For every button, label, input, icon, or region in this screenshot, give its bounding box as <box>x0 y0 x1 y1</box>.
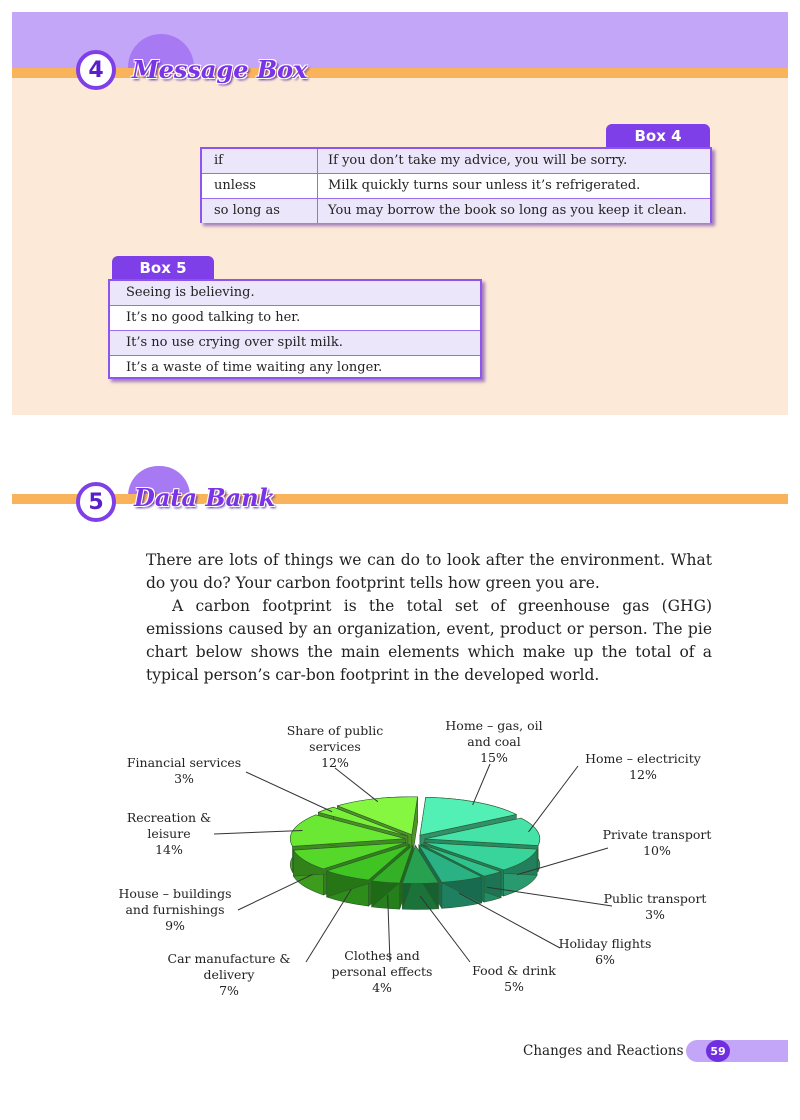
conjunction: if <box>202 149 318 173</box>
pie-slice-label <box>462 963 566 995</box>
page-number-tab <box>686 1040 788 1062</box>
pie-leader-line <box>246 772 332 812</box>
example-sentence: You may borrow the book so long as you keep it clean. <box>328 203 687 218</box>
slice-name: Food & drink <box>472 963 556 978</box>
slice-percent: 3% <box>174 771 194 786</box>
section-number-badge: 5 <box>76 482 116 522</box>
table-row <box>202 149 710 174</box>
sentence: Seeing is believing. <box>126 285 255 300</box>
section-title: Data Bank <box>134 483 276 512</box>
slice-percent: 15% <box>480 750 508 765</box>
pie-slice-label <box>576 751 710 783</box>
slice-name: Financial services <box>126 755 242 770</box>
pie-leader-line <box>335 768 378 802</box>
intro-paragraph: There are lots of things we can do to look after the environment. What do you do? Your carbon footprint tells how green you are. <box>146 551 712 592</box>
pie-leader-line <box>473 764 490 805</box>
example-sentence: If you don’t take my advice, you will be sorry. <box>328 153 628 168</box>
slice-percent: 9% <box>165 918 185 933</box>
pie-leader-line <box>238 874 313 910</box>
slice-name: Clothes and <box>344 948 420 963</box>
box-4-label: Box 4 <box>606 124 710 148</box>
table-row <box>110 281 480 306</box>
pie-slice-label <box>326 948 438 996</box>
table-row <box>110 356 480 380</box>
pie-slice-label <box>276 723 394 771</box>
slice-name: Private transport <box>602 827 712 842</box>
pie-slice-label <box>112 886 238 934</box>
table-row <box>110 331 480 356</box>
slice-name: Home – electricity <box>585 751 701 766</box>
pie-slice-label <box>166 951 292 999</box>
slice-name: and coal <box>467 734 521 749</box>
sentence: It’s no good talking to her. <box>126 310 301 325</box>
section-title: Message Box <box>132 55 308 84</box>
slice-percent: 10% <box>643 843 671 858</box>
slice-percent: 3% <box>645 907 665 922</box>
slice-percent: 4% <box>372 980 392 995</box>
slice-name: delivery <box>203 967 255 982</box>
slice-name: Recreation & <box>126 810 212 825</box>
pie-slice-label <box>590 827 724 859</box>
table-row <box>202 174 710 199</box>
slice-name: leisure <box>147 826 191 841</box>
slice-percent: 6% <box>595 952 615 967</box>
slice-percent: 12% <box>629 767 657 782</box>
slice-name: Share of public <box>286 723 384 738</box>
example-sentence: Milk quickly turns sour unless it’s refrigerated. <box>328 178 641 193</box>
pie-leader-line <box>214 830 302 834</box>
box-4-table <box>200 147 712 223</box>
box-5-table <box>108 279 482 379</box>
pie-slice-label <box>430 718 558 766</box>
pie-leader-line <box>528 766 578 832</box>
table-row <box>202 199 710 223</box>
pie-leader-line <box>459 893 560 948</box>
slice-name: Home – gas, oil <box>445 718 543 733</box>
slice-name: personal effects <box>331 964 433 979</box>
page-number: 59 <box>706 1040 730 1062</box>
conjunction: so long as <box>202 199 318 223</box>
table-row <box>110 306 480 331</box>
slice-name: Holiday flights <box>558 936 652 951</box>
conjunction: unless <box>202 174 318 198</box>
slice-percent: 5% <box>504 979 524 994</box>
pie-slice-label <box>122 755 246 787</box>
slice-name: and furnishings <box>125 902 225 917</box>
slice-percent: 7% <box>219 983 239 998</box>
pie-slice-label <box>122 810 216 858</box>
slice-name: House – buildings <box>118 886 232 901</box>
section-number-badge: 4 <box>76 50 116 90</box>
section-header-stripe <box>12 494 788 504</box>
box-5-label: Box 5 <box>112 256 214 280</box>
slice-percent: 14% <box>155 842 183 857</box>
slice-name: services <box>309 739 361 754</box>
slice-name: Car manufacture & <box>167 951 291 966</box>
slice-percent: 12% <box>321 755 349 770</box>
section-header-stripe <box>12 68 788 78</box>
footer-unit-title: Changes and Reactions <box>523 1043 684 1059</box>
sentence: It’s no use crying over spilt milk. <box>126 335 343 350</box>
slice-name: Public transport <box>603 891 707 906</box>
pie-slice-label <box>592 891 718 923</box>
sentence: It’s a waste of time waiting any longer. <box>126 360 383 375</box>
definition-paragraph: A carbon footprint is the total set of greenhouse gas (GHG) emissions caused by an organization, event, product or person. The pie chart below shows the main elements which make up the total of a typical person’s car-bon footprint in the developed world. <box>146 597 712 684</box>
